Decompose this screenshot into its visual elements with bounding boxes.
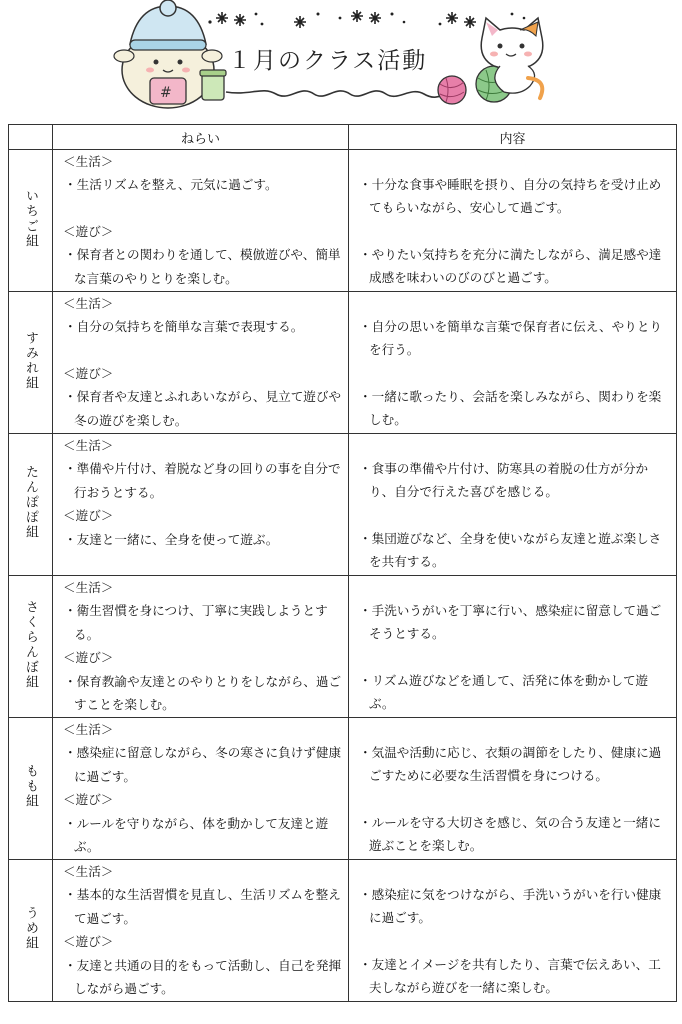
life-label: ＜生活＞ [63, 722, 114, 737]
spacer [349, 220, 676, 243]
life-aim-text: ・感染症に留意しながら、冬の寒さに負けず健康に過ごす。 [64, 745, 342, 784]
table-row [9, 718, 677, 860]
life-label: ＜生活＞ [63, 864, 114, 879]
spacer [349, 292, 676, 315]
life-label: ＜生活＞ [63, 438, 114, 453]
class-name-cell [9, 292, 53, 434]
table-row [9, 292, 677, 434]
spacer [349, 788, 676, 811]
spacer [349, 930, 676, 953]
snow-dots [208, 13, 525, 26]
life-content-text: ・食事の準備や片付け、防寒具の着脱の仕方が分かり、自分で行えた喜びを感じる。 [359, 461, 649, 500]
snowflake-icon [369, 12, 381, 24]
class-name-cell [9, 434, 53, 576]
snowflake-icon [294, 16, 306, 28]
class-name: たんぽぽ組 [23, 465, 38, 540]
snowflake-icons [216, 10, 476, 28]
spacer [349, 576, 676, 599]
table-row [9, 576, 677, 718]
play-content-text: ・一緒に歌ったり、会話を楽しみながら、関わりを楽しむ。 [359, 388, 662, 428]
table-header-row [9, 125, 677, 150]
class-name-cell [9, 576, 53, 718]
yarn-line [226, 91, 446, 97]
table-row [9, 150, 677, 292]
class-name: もも組 [23, 764, 38, 809]
page-title: １月のクラス活動 [228, 48, 428, 74]
spacer [349, 150, 676, 173]
life-content-text: ・自分の思いを簡単な言葉で保育者に伝え、やりとりを行う。 [359, 319, 663, 358]
spacer [53, 197, 348, 220]
snowflake-icon [216, 12, 228, 24]
header-banner [0, 0, 682, 118]
play-label: ＜遊び＞ [63, 223, 114, 239]
class-name-cell [9, 718, 53, 860]
spacer [349, 362, 676, 385]
column-header-content: 内容 [349, 125, 677, 150]
life-content-text: ・手洗いうがいを丁寧に行い、感染症に留意して過ごそうとする。 [359, 603, 662, 642]
play-label: ＜遊び＞ [63, 650, 114, 666]
life-content-text: ・感染症に気をつけながら、手洗いうがいを行い健康に過ごす。 [359, 887, 662, 926]
life-aim-text: ・準備や片付け、着脱など身の回りの事を自分で行おうとする。 [64, 461, 341, 500]
life-aim-text: ・自分の気持ちを簡単な言葉で表現する。 [64, 319, 304, 335]
class-name: いちご組 [23, 188, 38, 249]
aim-cell [53, 718, 349, 860]
life-content-text: ・十分な食事や睡眠を摂り、自分の気持ちを受け止めてもらいながら、安心して過ごす。 [359, 177, 662, 216]
snowflake-icon [351, 10, 363, 22]
spacer [349, 860, 676, 883]
aim-cell [53, 292, 349, 434]
spacer [53, 339, 348, 362]
play-content-text: ・友達とイメージを共有したり、言葉で伝えあい、工夫しながら遊びを一緒に楽しむ。 [359, 956, 661, 996]
play-label: ＜遊び＞ [63, 365, 114, 381]
life-aim-text: ・基本的な生活習慣を見直し、生活リズムを整えて過ごす。 [64, 887, 341, 926]
play-content-text: ・ルールを守る大切さを感じ、気の合う友達と一緒に遊ぶことを楽しむ。 [359, 814, 661, 854]
class-activity-table [8, 124, 677, 1002]
class-name-cell [9, 860, 53, 1002]
snowflake-icon [234, 14, 246, 26]
life-label: ＜生活＞ [63, 580, 114, 595]
jar-icon [200, 70, 226, 100]
pink-yarn-ball-icon [438, 76, 466, 104]
class-name: さくらんぼ組 [23, 599, 38, 690]
content-cell [349, 434, 677, 576]
content-cell [349, 292, 677, 434]
life-label: ＜生活＞ [63, 154, 114, 169]
play-content-text: ・リズム遊びなどを通して、活発に体を動かして遊ぶ。 [359, 672, 649, 712]
aim-cell [53, 434, 349, 576]
content-cell [349, 860, 677, 1002]
play-label: ＜遊び＞ [63, 792, 114, 808]
play-aim-text: ・保育者との関わりを通して、模倣遊びや、簡単な言葉のやりとりを楽しむ。 [64, 247, 341, 286]
class-name: うめ組 [23, 906, 38, 951]
life-aim-text: ・生活リズムを整え、元気に過ごす。 [64, 177, 278, 193]
play-aim-text: ・ルールを守りながら、体を動かして友達と遊ぶ。 [64, 815, 329, 855]
play-label: ＜遊び＞ [63, 934, 114, 950]
aim-cell [53, 576, 349, 718]
play-label: ＜遊び＞ [63, 508, 114, 524]
play-aim-text: ・保育教諭や友達とのやりとりをしながら、過ごすことを楽しむ。 [64, 673, 342, 713]
content-cell [349, 576, 677, 718]
play-aim-text: ・友達と共通の目的をもって活動し、自己を発揮しながら過ごす。 [64, 957, 342, 997]
life-content-text: ・気温や活動に応じ、衣類の調節をしたり、健康に過ごすために必要な生活習慣を身につける。 [359, 745, 662, 784]
corner-cell [9, 125, 53, 150]
aim-cell [53, 150, 349, 292]
content-cell [349, 150, 677, 292]
life-label: ＜生活＞ [63, 296, 114, 311]
snowflake-icon [464, 16, 476, 28]
spacer [349, 718, 676, 741]
play-aim-text: ・保育者や友達とふれあいながら、見立て遊びや冬の遊びを楽しむ。 [64, 389, 342, 428]
column-header-aim: ねらい [53, 125, 349, 150]
aim-cell [53, 860, 349, 1002]
play-content-text: ・やりたい気持ちを充分に満たしながら、満足感や達成感を味わいのびのびと過ごす。 [359, 246, 662, 286]
content-cell [349, 718, 677, 860]
spacer [349, 646, 676, 669]
play-aim-text: ・友達と一緒に、全身を使って遊ぶ。 [64, 531, 279, 547]
life-aim-text: ・衛生習慣を身につけ、丁寧に実践しようとする。 [64, 603, 328, 642]
table-row [9, 434, 677, 576]
spacer [349, 504, 676, 527]
table-row [9, 860, 677, 1002]
play-content-text: ・集団遊びなど、全身を使いながら友達と遊ぶ楽しさを共有する。 [359, 530, 662, 570]
sheep-mitten-mark: # [160, 85, 172, 101]
snowflake-icon [446, 12, 458, 24]
class-name-cell [9, 150, 53, 292]
class-name: すみれ組 [23, 330, 38, 391]
spacer [349, 434, 676, 457]
